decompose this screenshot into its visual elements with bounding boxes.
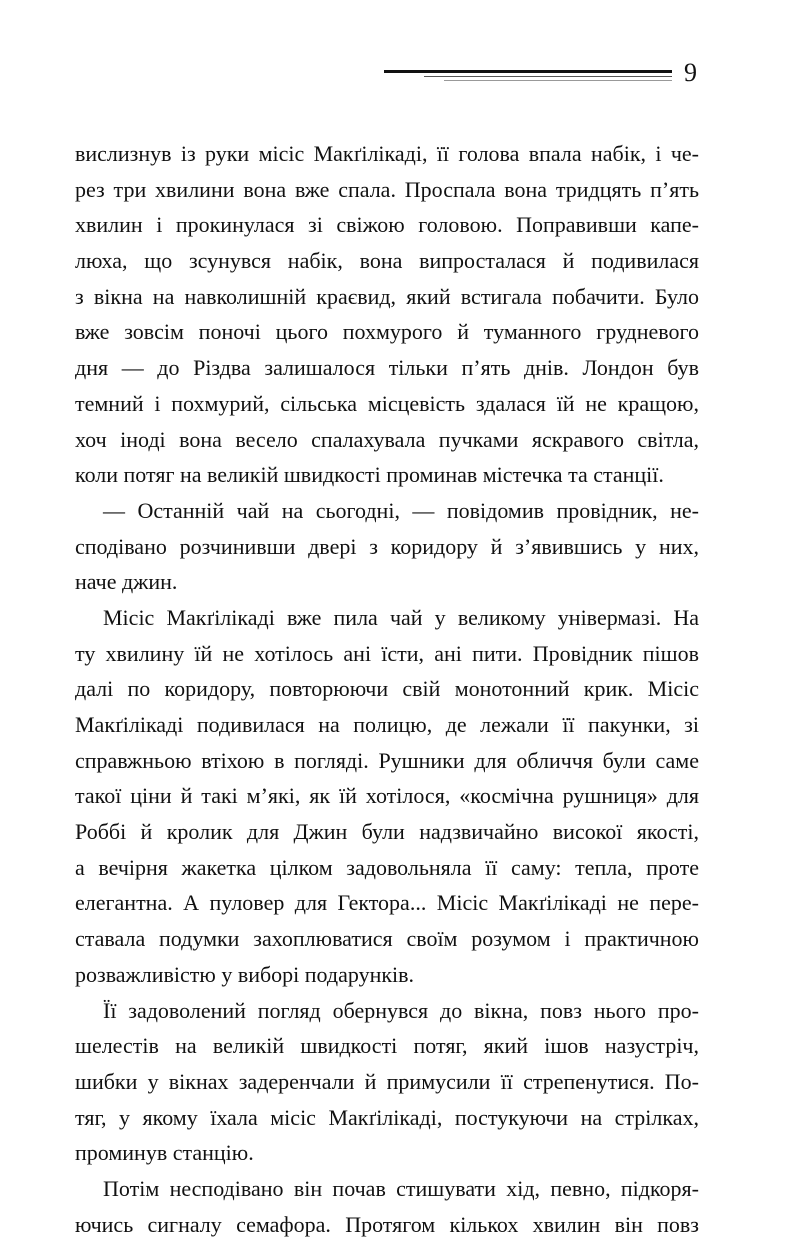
text-line: хоч іноді вона весело спалахувала пучками яскравого світла, bbox=[75, 426, 699, 452]
text-line: з вікна на навколишній краєвид, який встигала побачити. Було bbox=[75, 283, 699, 309]
text-line: Потім несподівано він почав стишувати хід, певно, підкоря- bbox=[103, 1175, 699, 1201]
text-line: наче джин. bbox=[75, 569, 178, 595]
text-line: ту хвилину їй не хотілось ані їсти, ані пити. Провідник пішов bbox=[75, 640, 699, 666]
text-line: хвилин і прокинулася зі свіжою головою. Поправивши капе- bbox=[75, 212, 699, 238]
text-line: вже зовсім поночі цього похмурого й туманного грудневого bbox=[75, 319, 699, 345]
header-rule-thin bbox=[424, 76, 672, 77]
text-line: рез три хвилини вона вже спала. Проспала вона тридцять п’ять bbox=[75, 176, 699, 202]
text-line: а вечірня жакетка цілком задовольняла її саму: тепла, проте bbox=[75, 854, 699, 880]
text-line: ставала подумки захоплюватися своїм розумом і практичною bbox=[75, 926, 699, 952]
page-number: 9 bbox=[684, 58, 697, 87]
text-line: далі по коридору, повторюючи свій монотонний крик. Місіс bbox=[75, 676, 699, 702]
text-line: вислизнув із руки місіс Макґілікаді, її голова впала набік, і че- bbox=[75, 141, 699, 166]
body-text bbox=[75, 136, 699, 1242]
header-rule-thick bbox=[384, 70, 672, 73]
text-line: Макґілікаді подивилася на полицю, де лежали її пакунки, зі bbox=[75, 712, 699, 737]
header-rule bbox=[384, 70, 672, 84]
text-line: люха, що зсунувся набік, вона випросталася й подивилася bbox=[75, 248, 699, 274]
text-line: темний і похмурий, сільська місцевість здалася їй не кращою, bbox=[75, 390, 699, 416]
text-line: шелестів на великій швидкості потяг, який ішов назустріч, bbox=[75, 1033, 699, 1059]
text-line: тяг, у якому їхала місіс Макґілікаді, постукуючи на стрілках, bbox=[75, 1104, 699, 1130]
text-line: — Останній чай на сьогодні, — повідомив провідник, не- bbox=[103, 497, 699, 523]
text-line: коли потяг на великій швидкості проминав містечка та станції. bbox=[75, 462, 664, 488]
text-line: справжньою втіхою в погляді. Рушники для обличчя були саме bbox=[75, 747, 699, 773]
text-line: дня — до Різдва залишалося тільки п’ять днів. Лондон був bbox=[75, 355, 699, 381]
text-line: елегантна. А пуловер для Гектора... Місіс Макґілікаді не пере- bbox=[75, 890, 699, 916]
header-rule-hairline bbox=[444, 80, 672, 81]
text-line: сподівано розчинивши двері з коридору й з’явившись у них, bbox=[75, 533, 699, 559]
text-line: ючись сигналу семафора. Протягом кількох хвилин він повз bbox=[75, 1211, 699, 1237]
text-line: шибки у вікнах задеренчали й примусили її стрепенутися. По- bbox=[75, 1068, 699, 1094]
text-line: проминув станцію. bbox=[75, 1140, 254, 1166]
text-line: Роббі й кролик для Джин були надзвичайно високої якості, bbox=[75, 819, 699, 845]
text-line: такої ціни й такі м’які, як їй хотілося, «космічна рушниця» для bbox=[75, 783, 699, 809]
text-line: Її задоволений погляд обернувся до вікна, повз нього про- bbox=[103, 997, 699, 1023]
text-line: розважливістю у виборі подарунків. bbox=[75, 961, 415, 987]
text-line: Місіс Макґілікаді вже пила чай у великому універмазі. На bbox=[103, 604, 699, 630]
